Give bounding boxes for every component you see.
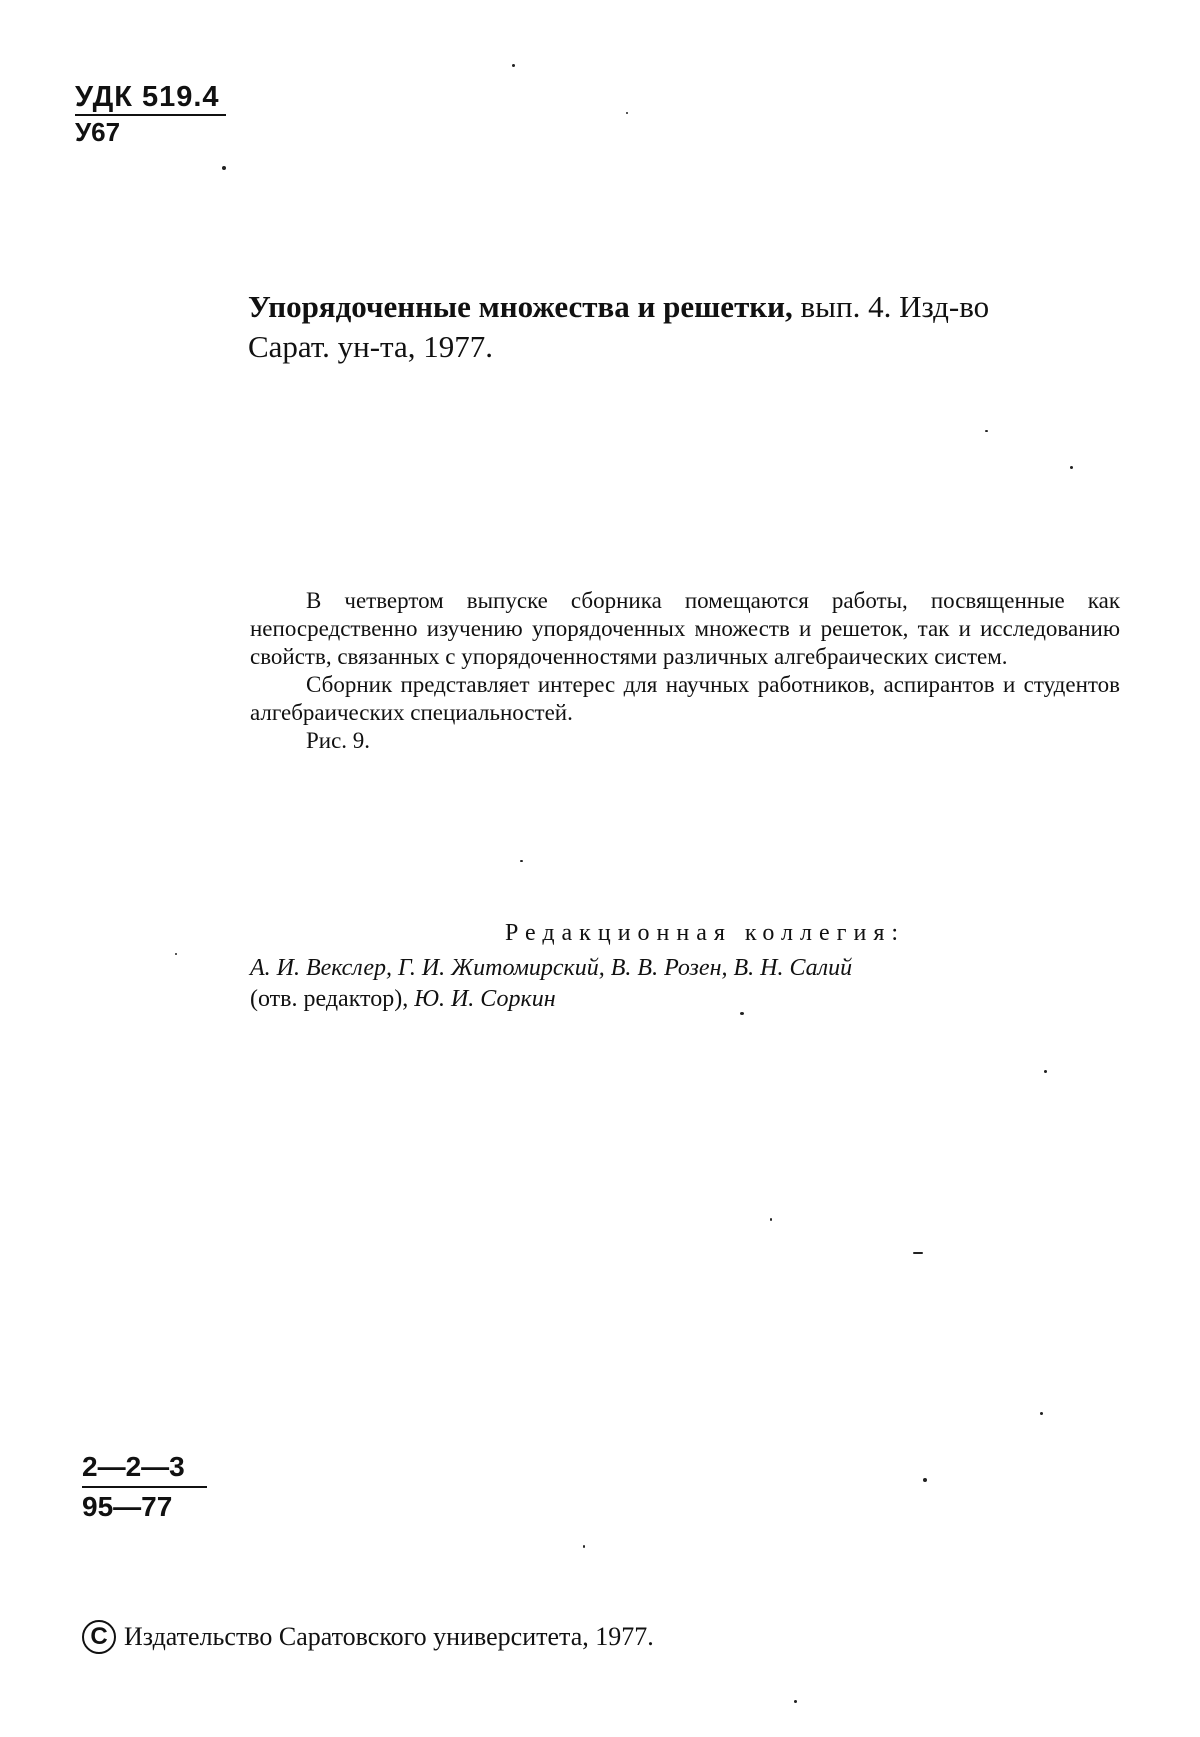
scan-speck (770, 1218, 772, 1221)
editorial-board-heading: Редакционная коллегия: (504, 920, 906, 946)
editorial-board (250, 918, 1120, 1015)
scan-speck (583, 1545, 585, 1548)
fraction-denominator: 95—77 (82, 1491, 173, 1522)
udc-block (75, 80, 226, 148)
editor-role: (отв. редактор), (250, 986, 409, 1012)
copyright-line (82, 1620, 654, 1654)
abstract-paragraph-2: Сборник представляет интерес для научных работников, аспирантов и студентов алгебраических специальностей. (250, 672, 1120, 725)
board-members: А. И. Векслер, Г. И. Житомирский, В. В. Розен, В. Н. Салий (250, 955, 853, 981)
citation-publisher-year: Сарат. ун-та, 1977. (248, 329, 493, 364)
collection-title: Упорядоченные множества и решетки, (248, 289, 793, 324)
scan-speck (512, 64, 515, 67)
board-member-last: Ю. И. Соркин (408, 986, 556, 1012)
scan-speck (222, 166, 226, 170)
scan-speck (740, 1012, 744, 1015)
citation-issue-publisher: вып. 4. Изд-во (792, 289, 990, 324)
scan-speck (1040, 1412, 1043, 1415)
scan-speck (520, 860, 523, 862)
copyright-text: Издательство Саратовского университета, 1977. (124, 1622, 654, 1651)
scan-speck (1044, 1070, 1047, 1073)
figures-count: Рис. 9. (306, 728, 371, 753)
abstract-paragraph-1: В четвертом выпуске сборника помещаются работы, посвященные как непосредственно изучению упорядоченных множеств и решеток, так и исследованию свойств, связанных с упорядоченностями различных алгебраических систем. (250, 588, 1120, 669)
scan-speck (985, 430, 988, 432)
scan-speck (794, 1700, 797, 1703)
bibliographic-citation (248, 287, 1128, 367)
fraction-numerator: 2—2—3 (82, 1448, 207, 1488)
udc-code: УДК 519.4 (75, 80, 226, 116)
scan-speck (175, 953, 177, 955)
scan-speck (913, 1252, 923, 1254)
copyright-icon: C (82, 1620, 116, 1654)
catalog-fraction-code (82, 1448, 207, 1526)
scan-speck (626, 112, 628, 114)
scan-speck (923, 1478, 927, 1482)
abstract (250, 587, 1120, 755)
editorial-board-names (250, 953, 1120, 1015)
scan-speck (1070, 466, 1073, 469)
udc-subcode: У67 (75, 117, 121, 147)
